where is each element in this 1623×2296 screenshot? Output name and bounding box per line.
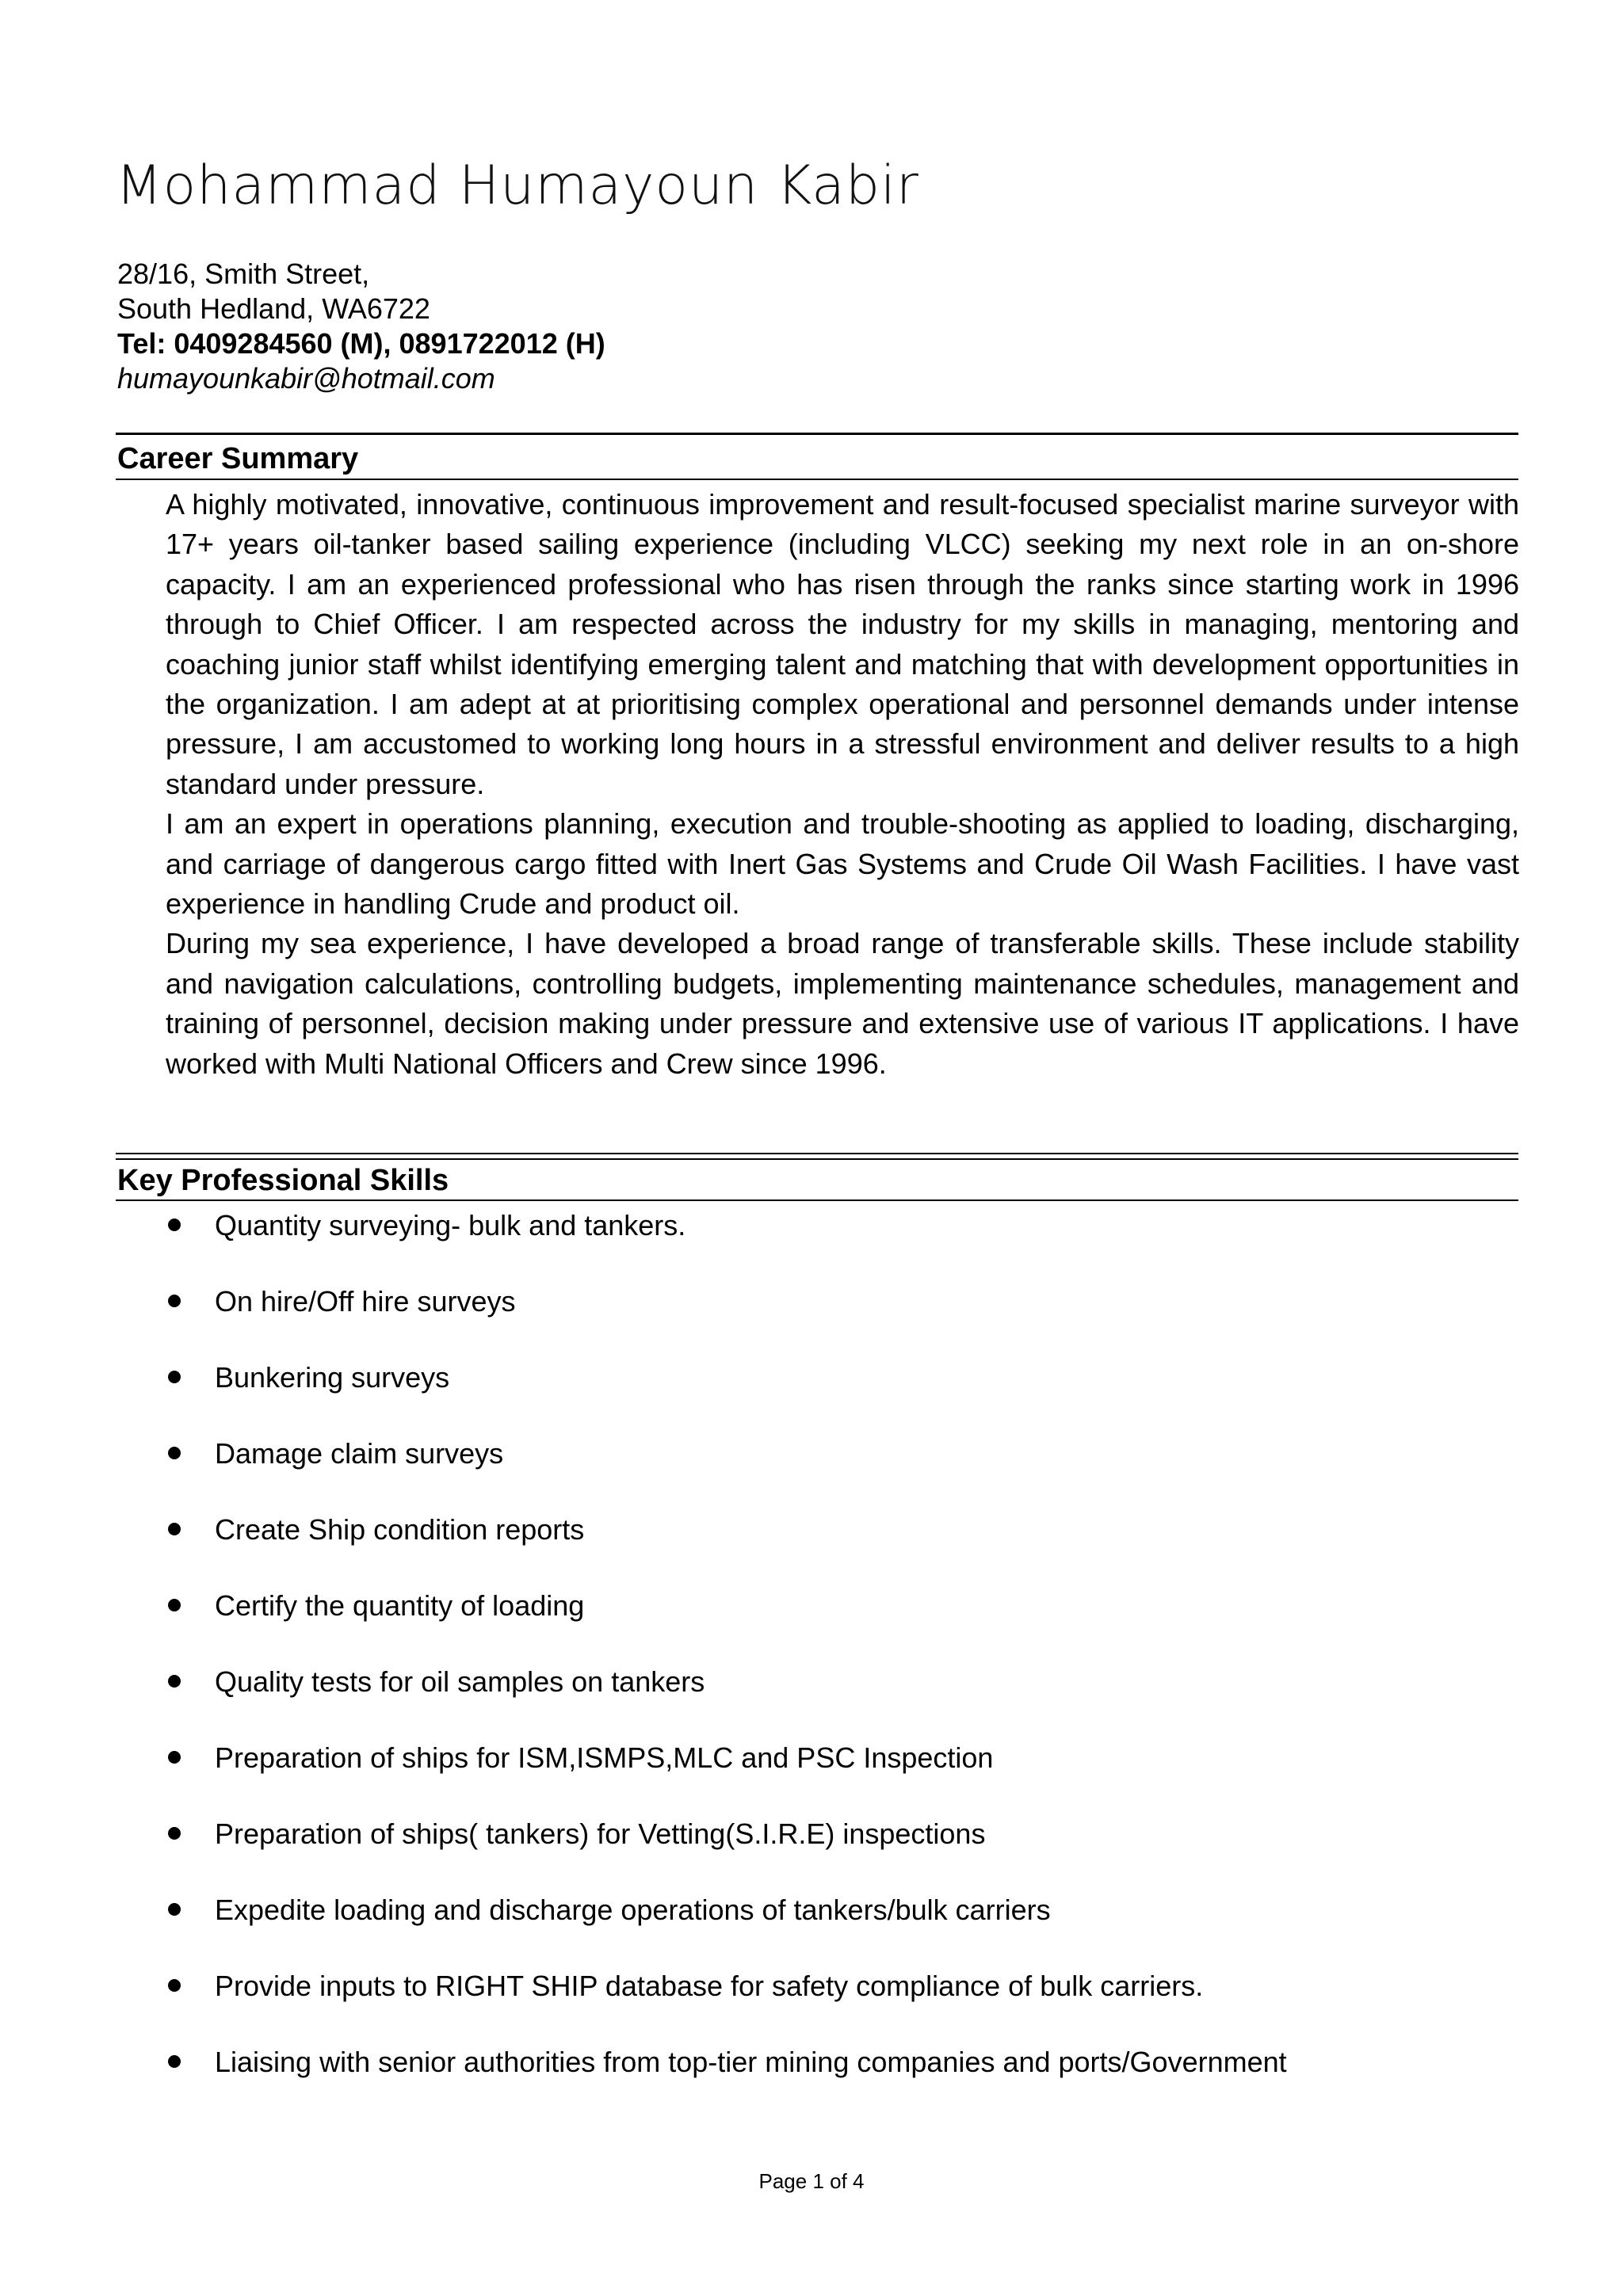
bullet-icon [168,1903,181,1916]
skill-text: Liaising with senior authorities from top-tier mining companies and ports/Government [215,2046,1287,2078]
skill-text: Create Ship condition reports [215,1513,585,1546]
bullet-icon [168,1751,181,1764]
candidate-name: Mohammad Humayoun Kabir [116,154,919,217]
list-item [166,1740,1519,1816]
skill-text: Quantity surveying- bulk and tankers. [215,1209,686,1241]
skill-text: Damage claim surveys [215,1437,504,1470]
bullet-icon [168,1827,181,1840]
skill-text: Bunkering surveys [215,1361,450,1394]
contact-block [117,257,605,396]
section-divider-top [116,433,1518,435]
summary-paragraph-2: I am an expert in operations planning, execution and trouble-shooting as applied to loading, discharging, and carriage of dangerous cargo fitted with Inert Gas Systems and Crude Oil Wash Facilities. I have vast experience in handling Crude and product oil. [166,807,1519,921]
career-summary-heading: Career Summary [117,442,359,475]
bullet-icon [168,1599,181,1611]
list-item [166,1664,1519,1740]
list-item [166,2044,1519,2120]
list-item [166,1816,1519,1892]
list-item [166,1283,1519,1360]
section-divider-double-bottom [116,1158,1518,1160]
skill-text: Quality tests for oil samples on tankers [215,1665,705,1698]
page-number: Page 1 of 4 [758,2169,865,2193]
list-item [166,1207,1519,1283]
key-skills-list [166,1207,1519,2120]
skill-text: Provide inputs to RIGHT SHIP database for safety compliance of bulk carriers. [215,1970,1204,2002]
skill-text: On hire/Off hire surveys [215,1285,516,1318]
bullet-icon [168,1371,181,1383]
bullet-icon [168,2055,181,2068]
summary-paragraph-1: A highly motivated, innovative, continuous improvement and result-focused specialist marine surveyor with 17+ years oil-tanker based sailing experience (including VLCC) seeking my next role in an on-shore capacity. I am an experienced professional who has risen through the ranks since starting work in 1996 through to Chief Officer. I am respected across the industry for my skills in managing, mentoring and coaching junior staff whilst identifying emerging talent and matching that with development opportunities in the organization. I am adept at at prioritising complex operational and personnel demands under intense pressure, I am accustomed to working long hours in a stressful environment and deliver results to a high standard under pressure. [166,488,1519,800]
bullet-icon [168,1295,181,1307]
list-item [166,1968,1519,2044]
list-item [166,1588,1519,1664]
address-line-1: 28/16, Smith Street, [117,257,370,290]
key-skills-heading: Key Professional Skills [117,1164,449,1197]
bullet-icon [168,1447,181,1459]
skill-text: Preparation of ships( tankers) for Vetting(S.I.R.E) inspections [215,1817,986,1850]
telephone: Tel: 0409284560 (M), 0891722012 (H) [117,327,605,360]
list-item [166,1512,1519,1588]
section-divider-double-top [116,1153,1518,1154]
skill-text: Preparation of ships for ISM,ISMPS,MLC and PSC Inspection [215,1741,994,1774]
heading-underline [116,1199,1518,1201]
bullet-icon [168,1523,181,1535]
bullet-icon [168,1675,181,1688]
skill-text: Certify the quantity of loading [215,1589,585,1622]
skill-text: Expedite loading and discharge operations of tankers/bulk carriers [215,1894,1051,1926]
career-summary-text [166,485,1519,1084]
email-address: humayounkabir@hotmail.com [117,362,495,395]
heading-underline [116,479,1518,480]
summary-paragraph-3: During my sea experience, I have developed a broad range of transferable skills. These include stability and navigation calculations, controlling budgets, implementing maintenance schedules, management and training of personnel, decision making under pressure and extensive use of various IT applications. I have worked with Multi National Officers and Crew since 1996. [166,927,1519,1080]
list-item [166,1360,1519,1436]
list-item [166,1892,1519,1968]
bullet-icon [168,1979,181,1992]
bullet-icon [168,1219,181,1231]
address-line-2: South Hedland, WA6722 [117,292,430,325]
list-item [166,1436,1519,1512]
